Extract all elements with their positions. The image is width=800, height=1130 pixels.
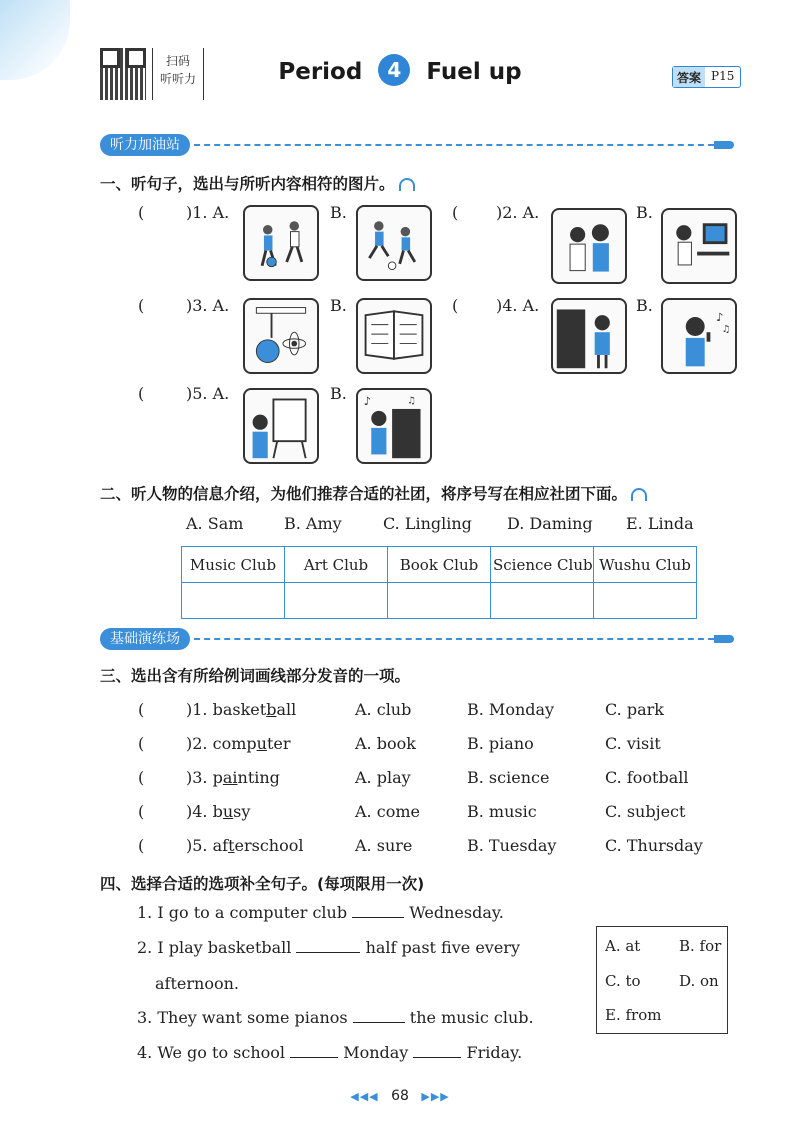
picture-1a-basketball[interactable]: [243, 205, 319, 281]
answer-cell-music[interactable]: [182, 583, 285, 619]
q2-name-daming: D. Daming: [507, 514, 593, 533]
q1-item-5-b: B.: [330, 384, 347, 403]
q3-heading: [100, 664, 410, 686]
club-answer-row: [182, 583, 697, 619]
q1-item-1-b: B.: [330, 203, 347, 222]
word-pre: b: [212, 802, 223, 821]
word-post: erschool: [234, 836, 304, 855]
q1-item-2-label: )2. A.: [496, 203, 540, 222]
q4-sentence-1: [137, 903, 504, 922]
q2-name-sam: A. Sam: [186, 514, 244, 533]
answer-paren-4[interactable]: (: [452, 296, 459, 315]
picture-3b-math-book[interactable]: [356, 298, 432, 374]
blank-3[interactable]: [353, 1009, 405, 1023]
picture-5a-painting[interactable]: [243, 388, 319, 464]
svg-text:♫: ♫: [721, 324, 731, 336]
q2-heading: [100, 482, 647, 504]
s3-part-a: 3. They want some pianos: [137, 1008, 348, 1027]
answer-tag: [672, 66, 741, 88]
s1-part-a: 1. I go to a computer club: [137, 903, 348, 922]
q3-num: )2.: [186, 734, 208, 753]
s1-part-b: Wednesday.: [409, 903, 504, 922]
word-underlined: ai: [222, 768, 238, 787]
q2-heading-text: 二、听人物的信息介绍，为他们推荐合适的社团，将序号写在相应社团下面。: [100, 485, 628, 503]
club-music: Music Club: [182, 547, 285, 583]
page-number-text: 68: [391, 1088, 409, 1104]
q1-heading: [100, 172, 415, 194]
club-book: Book Club: [388, 547, 491, 583]
headphone-icon[interactable]: [399, 178, 415, 191]
q3-opt-3b[interactable]: B. science: [467, 768, 550, 787]
q3-paren-4[interactable]: (: [138, 802, 145, 821]
listen-label: 听听力: [159, 72, 196, 86]
answer-paren-3[interactable]: (: [138, 296, 145, 315]
answer-cell-science[interactable]: [491, 583, 594, 619]
s4-part-a: 4. We go to school: [137, 1043, 286, 1062]
q3-num: )3.: [186, 768, 208, 787]
blank-2[interactable]: [296, 939, 360, 953]
pencil-icon: [714, 141, 734, 149]
q4-heading: [100, 872, 424, 894]
q1-item-5-label: )5. A.: [186, 384, 230, 403]
banner-label: 基础演练场: [100, 628, 190, 650]
word-post: nting: [237, 768, 280, 787]
picture-2a-friends[interactable]: [551, 208, 627, 284]
q3-word-4: [186, 802, 250, 821]
q4-heading-text: 四、选择合适的选项补全句子。(每项限用一次): [100, 875, 425, 893]
title-left: Period: [278, 59, 363, 85]
svg-text:♪: ♪: [363, 394, 371, 409]
q3-word-1: [186, 700, 296, 719]
s4-part-c: Friday.: [466, 1043, 523, 1062]
q4-option-b: B. for: [679, 937, 722, 955]
q4-option-e: E. from: [605, 1006, 662, 1024]
answer-cell-art[interactable]: [285, 583, 388, 619]
s4-part-b: Monday: [343, 1043, 409, 1062]
q3-word-3: [186, 768, 280, 787]
word-pre: comp: [212, 734, 257, 753]
word-underlined: t: [228, 836, 235, 855]
picture-3a-science[interactable]: [243, 298, 319, 374]
q4-option-a: A. at: [605, 937, 641, 955]
q3-opt-4c[interactable]: C. subject: [605, 802, 686, 821]
blank-4a[interactable]: [290, 1044, 338, 1058]
scan-label: 扫码: [165, 54, 190, 68]
q2-name-amy: B. Amy: [284, 514, 342, 533]
section-banner-listening: [100, 134, 734, 156]
q4-sentence-3: [137, 1008, 534, 1027]
q3-num: )5.: [186, 836, 208, 855]
club-wushu: Wushu Club: [594, 547, 697, 583]
s2-part-b: half past five every: [365, 938, 520, 957]
banner-label: 听力加油站: [100, 134, 190, 156]
q3-opt-4b[interactable]: B. music: [467, 802, 537, 821]
q1-item-3-label: )3. A.: [186, 296, 230, 315]
picture-2b-computer[interactable]: [661, 208, 737, 284]
headphone-icon[interactable]: [631, 488, 647, 501]
q2-name-linda: E. Linda: [626, 514, 694, 533]
q3-opt-5c[interactable]: C. Thursday: [605, 836, 703, 855]
word-underlined: u: [222, 802, 234, 821]
page-number: [0, 1088, 800, 1104]
banner-dash: [194, 144, 714, 146]
s3-part-b: the music club.: [409, 1008, 534, 1027]
word-underlined: u: [256, 734, 267, 753]
word-pre: af: [212, 836, 229, 855]
right-arrows-icon: ▶▶▶: [421, 1090, 450, 1103]
picture-5b-piano-playing[interactable]: [356, 388, 432, 464]
word-underlined: b: [266, 700, 277, 719]
answer-label: 答案: [673, 67, 705, 87]
banner-dash: [194, 638, 714, 640]
title-right: Fuel up: [426, 59, 522, 85]
word-post: sy: [233, 802, 251, 821]
q1-item-1-label: )1. A.: [186, 203, 230, 222]
q4-option-d: D. on: [679, 972, 719, 990]
q4-option-c: C. to: [605, 972, 641, 990]
answer-cell-wushu[interactable]: [594, 583, 697, 619]
answer-paren-2[interactable]: (: [452, 203, 459, 222]
answer-cell-book[interactable]: [388, 583, 491, 619]
svg-text:♫: ♫: [407, 395, 416, 407]
club-header-row: [182, 547, 697, 583]
picture-4b-singing[interactable]: [661, 298, 737, 374]
q3-opt-2c[interactable]: C. visit: [605, 734, 661, 753]
q3-opt-3c[interactable]: C. football: [605, 768, 689, 787]
q3-heading-text: 三、选出含有所给例词画线部分发音的一项。: [100, 667, 411, 685]
club-art: Art Club: [285, 547, 388, 583]
picture-1b-football[interactable]: [356, 205, 432, 281]
q3-paren-1[interactable]: (: [138, 700, 145, 719]
left-arrows-icon: ◀◀◀: [350, 1090, 379, 1103]
word-post: all: [276, 700, 297, 719]
word-pre: basket: [212, 700, 267, 719]
q1-item-2-b: B.: [636, 203, 653, 222]
q4-sentence-2: [137, 938, 520, 957]
q4-options-box: [596, 926, 728, 1034]
q3-paren-3[interactable]: (: [138, 768, 145, 787]
q3-num: )4.: [186, 802, 208, 821]
s2-part-a: 2. I play basketball: [137, 938, 292, 957]
q3-num: )1.: [186, 700, 208, 719]
q3-paren-5[interactable]: (: [138, 836, 145, 855]
q4-sentence-4: [137, 1043, 522, 1062]
word-pre: p: [212, 768, 223, 787]
q3-opt-1c[interactable]: C. park: [605, 700, 664, 719]
q3-opt-4a[interactable]: A. come: [355, 802, 420, 821]
word-post: ter: [266, 734, 291, 753]
club-table: [181, 546, 697, 619]
section-banner-basics: [100, 628, 734, 650]
q3-opt-3a[interactable]: A. play: [355, 768, 411, 787]
picture-4a-piano[interactable]: [551, 298, 627, 374]
answer-paren-5[interactable]: (: [138, 384, 145, 403]
q3-paren-2[interactable]: (: [138, 734, 145, 753]
q1-item-4-label: )4. A.: [496, 296, 540, 315]
q3-word-2: [186, 734, 290, 753]
pencil-icon: [714, 635, 734, 643]
blank-1[interactable]: [352, 904, 404, 918]
q3-opt-1a[interactable]: A. club: [355, 700, 412, 719]
q2-name-lingling: C. Lingling: [383, 514, 472, 533]
q4-sentence-2-cont: afternoon.: [155, 974, 239, 993]
svg-text:♪: ♪: [716, 309, 724, 324]
blank-4b[interactable]: [413, 1044, 461, 1058]
q3-opt-2b[interactable]: B. piano: [467, 734, 534, 753]
club-science: Science Club: [491, 547, 594, 583]
q1-item-4-b: B.: [636, 296, 653, 315]
answer-paren-1[interactable]: (: [138, 203, 145, 222]
q1-item-3-b: B.: [330, 296, 347, 315]
q3-word-5: [186, 836, 304, 855]
q3-opt-5a[interactable]: A. sure: [355, 836, 413, 855]
q3-opt-2a[interactable]: A. book: [355, 734, 416, 753]
q3-opt-5b[interactable]: B. Tuesday: [467, 836, 557, 855]
answer-page: P15: [711, 69, 735, 83]
q3-opt-1b[interactable]: B. Monday: [467, 700, 555, 719]
period-number-badge: 4: [378, 54, 410, 86]
q1-heading-text: 一、听句子，选出与所听内容相符的图片。: [100, 175, 395, 193]
